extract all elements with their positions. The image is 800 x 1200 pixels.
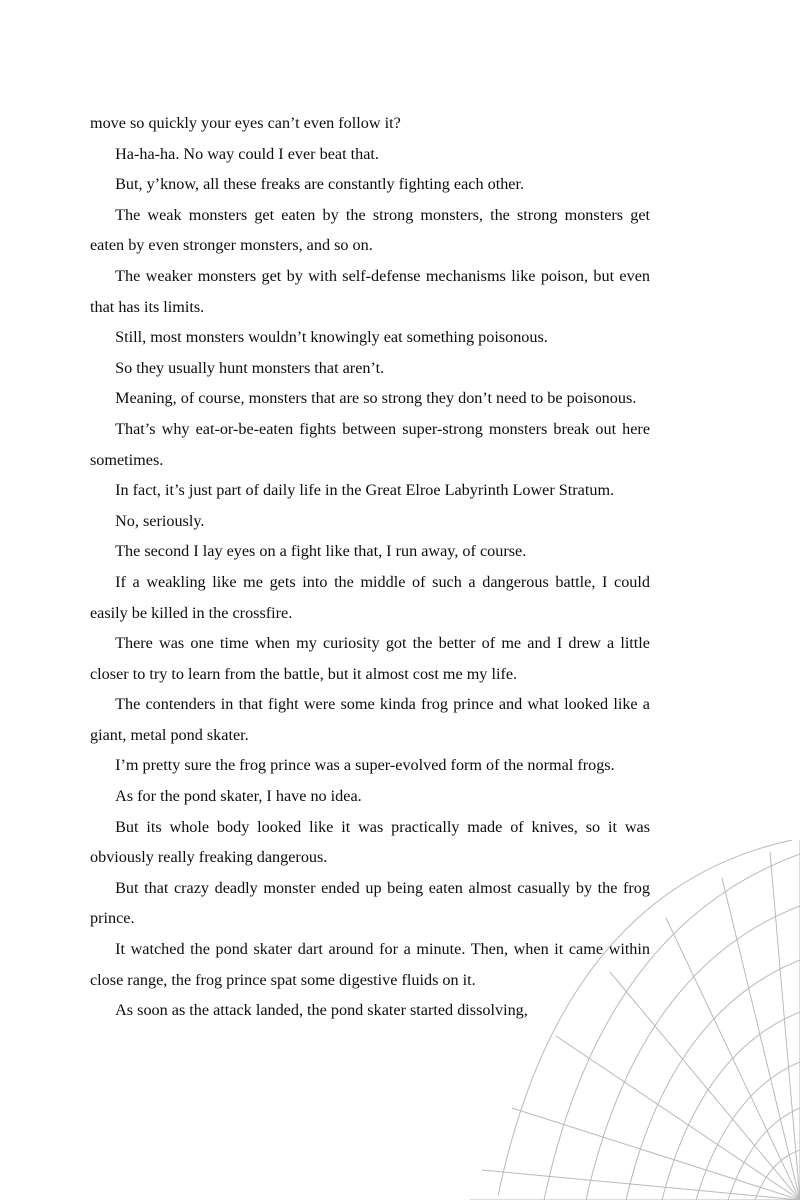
paragraph: There was one time when my curiosity got the better of me and I drew a little closer to try to learn from the battle, but it almost cost me my life. [90,634,650,683]
paragraph: So they usually hunt monsters that aren’t. [115,358,385,377]
paragraph: The second I lay eyes on a fight like that, I run away, of course. [115,542,527,561]
paragraph: The weak monsters get eaten by the strong monsters, the strong monsters get eaten by even stronger monsters, and so on. [90,205,650,255]
paragraph: As soon as the attack landed, the pond skater started dissolving, [115,1001,528,1020]
paragraph: That’s why eat-or-be-eaten fights between super-strong monsters break out here sometimes. [90,419,650,469]
paragraph: But its whole body looked like it was practically made of knives, so it was obviously really freaking dangerous. [90,817,650,867]
paragraph: But that crazy deadly monster ended up being eaten almost casually by the frog prince. [90,878,650,928]
paragraph: move so quickly your eyes can’t even follow it? [90,114,401,132]
paragraph: As for the pond skater, I have no idea. [115,787,362,806]
paragraph: If a weakling like me gets into the middle of such a dangerous battle, I could easily be killed in the crossfire. [90,572,650,622]
paragraph: Meaning, of course, monsters that are so strong they don’t need to be poisonous. [115,389,637,408]
paragraph: The weaker monsters get by with self-defense mechanisms like poison, but even that has its limits. [90,266,650,316]
paragraph: The contenders in that fight were some kinda frog prince and what looked like a giant, metal pond skater. [90,695,650,744]
page-body-text [90,108,650,1026]
paragraph: Still, most monsters wouldn’t knowingly eat something poisonous. [115,328,548,347]
paragraph: Ha-ha-ha. No way could I ever beat that. [115,144,379,163]
paragraph: It watched the pond skater dart around for a minute. Then, when it came within close range, the frog prince spat some digestive fluids on it. [90,940,650,989]
paragraph: No, seriously. [115,511,205,530]
paragraph: In fact, it’s just part of daily life in the Great Elroe Labyrinth Lower Stratum. [115,481,615,500]
paragraph: I’m pretty sure the frog prince was a super-evolved form of the normal frogs. [115,756,615,775]
paragraph: But, y’know, all these freaks are constantly fighting each other. [115,175,525,194]
